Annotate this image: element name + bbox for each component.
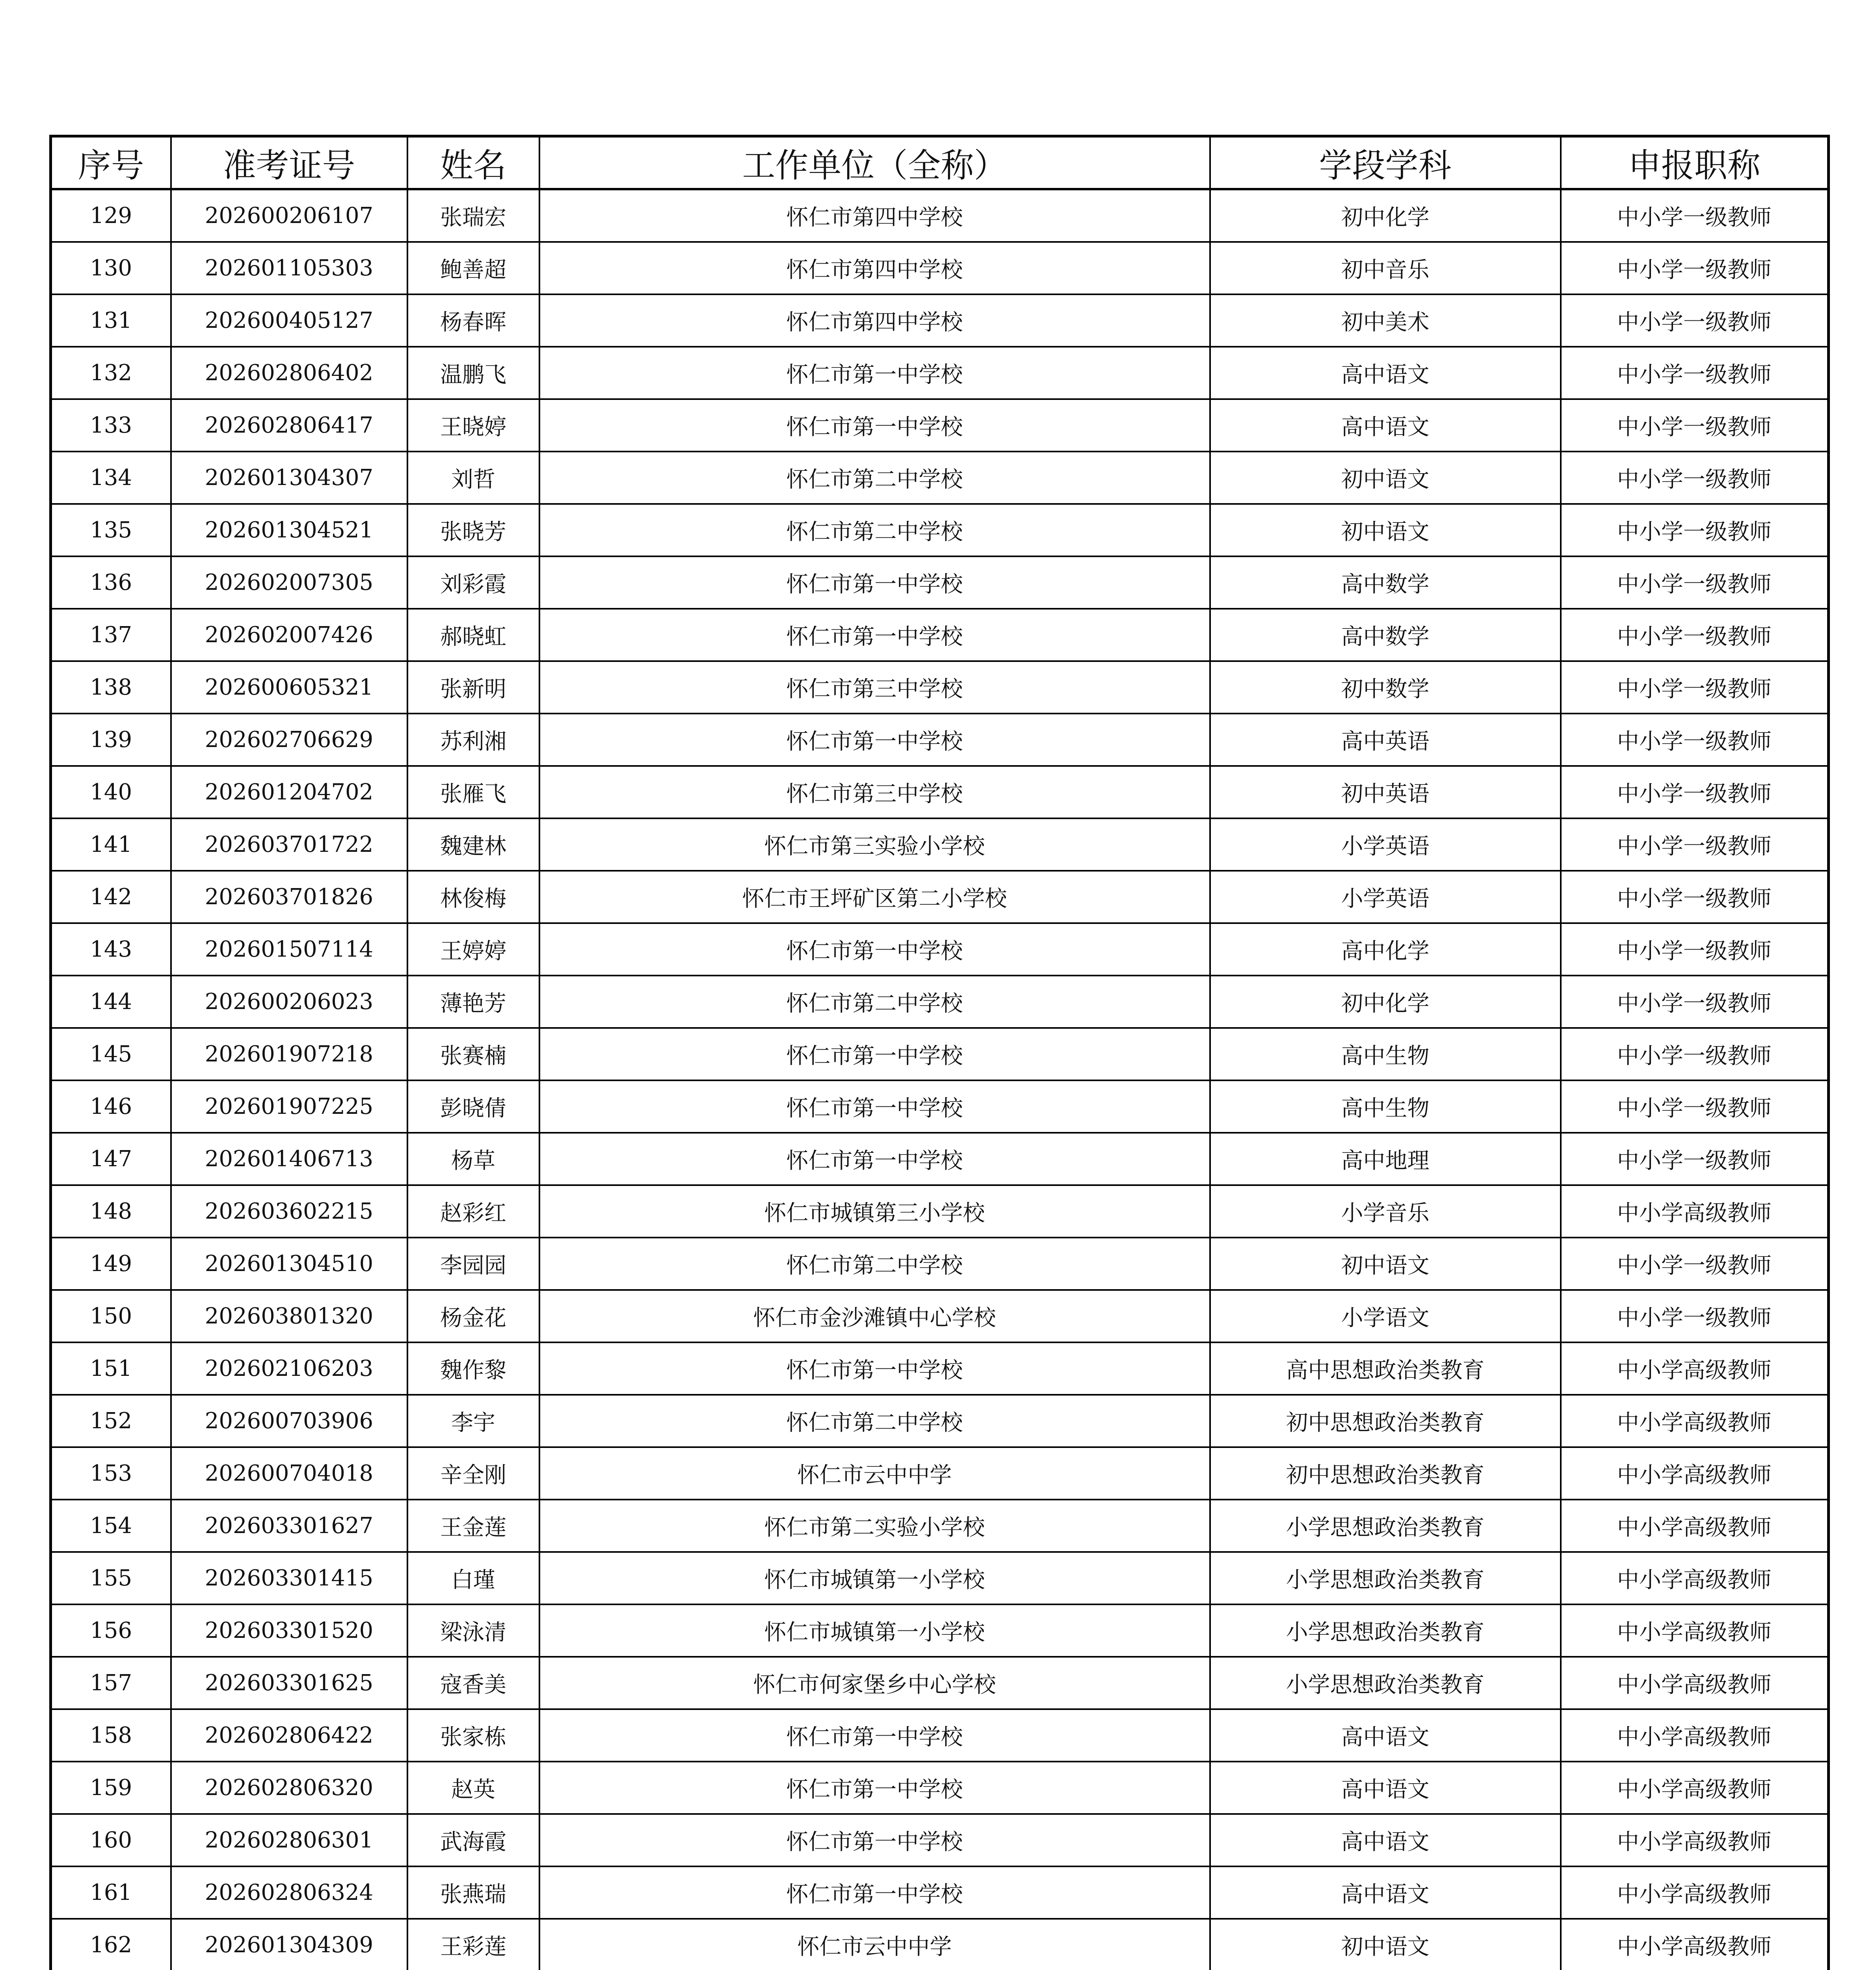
header-index: 序号 — [51, 136, 171, 190]
cell-work-unit: 怀仁市第二实验小学校 — [539, 1500, 1210, 1552]
cell-exam-number: 202601304309 — [171, 1919, 407, 1970]
cell-exam-number: 202601907218 — [171, 1028, 407, 1080]
cell-stage-subject: 高中语文 — [1210, 347, 1561, 399]
cell-exam-number: 202603301520 — [171, 1604, 407, 1657]
cell-name: 张瑞宏 — [407, 189, 539, 242]
cell-index: 142 — [51, 871, 171, 923]
cell-stage-subject: 高中语文 — [1210, 1866, 1561, 1919]
cell-work-unit: 怀仁市第一中学校 — [539, 923, 1210, 976]
cell-exam-number: 202601907225 — [171, 1080, 407, 1133]
cell-stage-subject: 初中语文 — [1210, 452, 1561, 504]
table-row — [51, 1238, 1829, 1290]
cell-work-unit: 怀仁市第一中学校 — [539, 1762, 1210, 1814]
cell-stage-subject: 小学思想政治类教育 — [1210, 1657, 1561, 1709]
table-row — [51, 189, 1829, 242]
table-header — [51, 136, 1829, 190]
cell-stage-subject: 小学思想政治类教育 — [1210, 1604, 1561, 1657]
cell-index: 156 — [51, 1604, 171, 1657]
table-row — [51, 871, 1829, 923]
cell-stage-subject: 初中思想政治类教育 — [1210, 1447, 1561, 1500]
cell-title-applied: 中小学一级教师 — [1561, 818, 1829, 871]
table-row — [51, 1133, 1829, 1185]
cell-name: 彭晓倩 — [407, 1080, 539, 1133]
cell-stage-subject: 初中语文 — [1210, 1919, 1561, 1970]
cell-title-applied: 中小学高级教师 — [1561, 1657, 1829, 1709]
cell-index: 139 — [51, 714, 171, 766]
table-row — [51, 1185, 1829, 1238]
table-row — [51, 1080, 1829, 1133]
table-row — [51, 556, 1829, 609]
cell-exam-number: 202603701722 — [171, 818, 407, 871]
cell-exam-number: 202603701826 — [171, 871, 407, 923]
cell-stage-subject: 高中英语 — [1210, 714, 1561, 766]
cell-stage-subject: 初中化学 — [1210, 189, 1561, 242]
cell-name: 辛全刚 — [407, 1447, 539, 1500]
cell-stage-subject: 小学英语 — [1210, 818, 1561, 871]
table-row — [51, 1290, 1829, 1342]
table-row — [51, 1919, 1829, 1970]
cell-work-unit: 怀仁市城镇第一小学校 — [539, 1604, 1210, 1657]
cell-stage-subject: 初中英语 — [1210, 766, 1561, 818]
cell-stage-subject: 初中思想政治类教育 — [1210, 1395, 1561, 1447]
cell-title-applied: 中小学高级教师 — [1561, 1447, 1829, 1500]
cell-name: 杨春晖 — [407, 294, 539, 347]
table-row — [51, 976, 1829, 1028]
cell-name: 苏利湘 — [407, 714, 539, 766]
table-row — [51, 714, 1829, 766]
cell-name: 张晓芳 — [407, 504, 539, 556]
table-row — [51, 661, 1829, 714]
cell-exam-number: 202600206107 — [171, 189, 407, 242]
table-row — [51, 1028, 1829, 1080]
cell-exam-number: 202602007426 — [171, 609, 407, 661]
cell-index: 131 — [51, 294, 171, 347]
table-row — [51, 1604, 1829, 1657]
cell-exam-number: 202602806402 — [171, 347, 407, 399]
table-row — [51, 1762, 1829, 1814]
cell-index: 129 — [51, 189, 171, 242]
cell-work-unit: 怀仁市第四中学校 — [539, 189, 1210, 242]
cell-name: 刘哲 — [407, 452, 539, 504]
cell-exam-number: 202600206023 — [171, 976, 407, 1028]
cell-exam-number: 202601304510 — [171, 1238, 407, 1290]
cell-exam-number: 202600703906 — [171, 1395, 407, 1447]
cell-name: 白瑾 — [407, 1552, 539, 1604]
cell-name: 王彩莲 — [407, 1919, 539, 1970]
cell-exam-number: 202602806301 — [171, 1814, 407, 1866]
cell-work-unit: 怀仁市第二中学校 — [539, 504, 1210, 556]
cell-work-unit: 怀仁市第二中学校 — [539, 976, 1210, 1028]
roster-table — [49, 135, 1830, 1970]
table-row — [51, 1447, 1829, 1500]
cell-title-applied: 中小学一级教师 — [1561, 504, 1829, 556]
cell-title-applied: 中小学高级教师 — [1561, 1604, 1829, 1657]
table-row — [51, 923, 1829, 976]
cell-title-applied: 中小学一级教师 — [1561, 452, 1829, 504]
cell-index: 152 — [51, 1395, 171, 1447]
cell-exam-number: 202603602215 — [171, 1185, 407, 1238]
table-row — [51, 242, 1829, 294]
cell-work-unit: 怀仁市第二中学校 — [539, 1238, 1210, 1290]
cell-stage-subject: 高中地理 — [1210, 1133, 1561, 1185]
cell-exam-number: 202602806417 — [171, 399, 407, 452]
cell-index: 147 — [51, 1133, 171, 1185]
cell-work-unit: 怀仁市第一中学校 — [539, 1080, 1210, 1133]
cell-exam-number: 202601204702 — [171, 766, 407, 818]
cell-title-applied: 中小学高级教师 — [1561, 1552, 1829, 1604]
cell-stage-subject: 小学音乐 — [1210, 1185, 1561, 1238]
cell-work-unit: 怀仁市第三中学校 — [539, 661, 1210, 714]
cell-stage-subject: 小学思想政治类教育 — [1210, 1500, 1561, 1552]
table-row — [51, 399, 1829, 452]
cell-exam-number: 202602106203 — [171, 1342, 407, 1395]
cell-index: 133 — [51, 399, 171, 452]
cell-work-unit: 怀仁市第一中学校 — [539, 1342, 1210, 1395]
cell-name: 魏建林 — [407, 818, 539, 871]
cell-index: 161 — [51, 1866, 171, 1919]
cell-exam-number: 202601406713 — [171, 1133, 407, 1185]
table-row — [51, 1395, 1829, 1447]
cell-stage-subject: 小学英语 — [1210, 871, 1561, 923]
cell-stage-subject: 初中化学 — [1210, 976, 1561, 1028]
table-row — [51, 609, 1829, 661]
cell-stage-subject: 高中数学 — [1210, 609, 1561, 661]
cell-work-unit: 怀仁市第一中学校 — [539, 714, 1210, 766]
cell-stage-subject: 高中语文 — [1210, 399, 1561, 452]
cell-name: 杨金花 — [407, 1290, 539, 1342]
table-row — [51, 818, 1829, 871]
cell-title-applied: 中小学一级教师 — [1561, 242, 1829, 294]
cell-title-applied: 中小学高级教师 — [1561, 1500, 1829, 1552]
cell-exam-number: 202600704018 — [171, 1447, 407, 1500]
cell-name: 寇香美 — [407, 1657, 539, 1709]
cell-title-applied: 中小学高级教师 — [1561, 1919, 1829, 1970]
cell-name: 张家栋 — [407, 1709, 539, 1762]
cell-name: 武海霞 — [407, 1814, 539, 1866]
cell-exam-number: 202603301625 — [171, 1657, 407, 1709]
cell-name: 薄艳芳 — [407, 976, 539, 1028]
cell-title-applied: 中小学高级教师 — [1561, 1185, 1829, 1238]
cell-stage-subject: 初中语文 — [1210, 1238, 1561, 1290]
cell-work-unit: 怀仁市王坪矿区第二小学校 — [539, 871, 1210, 923]
cell-title-applied: 中小学一级教师 — [1561, 766, 1829, 818]
cell-exam-number: 202602706629 — [171, 714, 407, 766]
cell-name: 鲍善超 — [407, 242, 539, 294]
cell-name: 李宇 — [407, 1395, 539, 1447]
cell-stage-subject: 高中化学 — [1210, 923, 1561, 976]
cell-stage-subject: 小学语文 — [1210, 1290, 1561, 1342]
table-row — [51, 504, 1829, 556]
cell-work-unit: 怀仁市第一中学校 — [539, 1866, 1210, 1919]
cell-work-unit: 怀仁市第一中学校 — [539, 1814, 1210, 1866]
cell-index: 135 — [51, 504, 171, 556]
cell-stage-subject: 高中语文 — [1210, 1814, 1561, 1866]
table-row — [51, 1500, 1829, 1552]
cell-work-unit: 怀仁市云中中学 — [539, 1919, 1210, 1970]
cell-stage-subject: 初中数学 — [1210, 661, 1561, 714]
cell-index: 162 — [51, 1919, 171, 1970]
cell-work-unit: 怀仁市何家堡乡中心学校 — [539, 1657, 1210, 1709]
cell-exam-number: 202603801320 — [171, 1290, 407, 1342]
cell-title-applied: 中小学一级教师 — [1561, 1080, 1829, 1133]
cell-stage-subject: 高中生物 — [1210, 1028, 1561, 1080]
cell-title-applied: 中小学高级教师 — [1561, 1866, 1829, 1919]
cell-index: 151 — [51, 1342, 171, 1395]
table-row — [51, 294, 1829, 347]
cell-work-unit: 怀仁市第一中学校 — [539, 1133, 1210, 1185]
cell-name: 赵彩红 — [407, 1185, 539, 1238]
header-name: 姓名 — [407, 136, 539, 190]
cell-title-applied: 中小学一级教师 — [1561, 609, 1829, 661]
cell-index: 144 — [51, 976, 171, 1028]
cell-index: 149 — [51, 1238, 171, 1290]
cell-exam-number: 202600605321 — [171, 661, 407, 714]
cell-title-applied: 中小学一级教师 — [1561, 556, 1829, 609]
cell-title-applied: 中小学一级教师 — [1561, 1238, 1829, 1290]
cell-title-applied: 中小学高级教师 — [1561, 1762, 1829, 1814]
cell-title-applied: 中小学一级教师 — [1561, 871, 1829, 923]
cell-stage-subject: 高中数学 — [1210, 556, 1561, 609]
cell-index: 141 — [51, 818, 171, 871]
cell-title-applied: 中小学高级教师 — [1561, 1709, 1829, 1762]
header-exam-number: 准考证号 — [171, 136, 407, 190]
cell-title-applied: 中小学一级教师 — [1561, 399, 1829, 452]
cell-name: 林俊梅 — [407, 871, 539, 923]
cell-index: 143 — [51, 923, 171, 976]
cell-exam-number: 202601105303 — [171, 242, 407, 294]
cell-index: 150 — [51, 1290, 171, 1342]
cell-index: 159 — [51, 1762, 171, 1814]
table-row — [51, 1552, 1829, 1604]
table-row — [51, 1657, 1829, 1709]
table-body — [51, 189, 1829, 1970]
cell-work-unit: 怀仁市第三中学校 — [539, 766, 1210, 818]
cell-title-applied: 中小学一级教师 — [1561, 189, 1829, 242]
cell-title-applied: 中小学高级教师 — [1561, 1395, 1829, 1447]
cell-stage-subject: 初中语文 — [1210, 504, 1561, 556]
header-row — [51, 136, 1829, 190]
cell-exam-number: 202601304307 — [171, 452, 407, 504]
cell-work-unit: 怀仁市第一中学校 — [539, 399, 1210, 452]
cell-work-unit: 怀仁市第一中学校 — [539, 1709, 1210, 1762]
cell-work-unit: 怀仁市第一中学校 — [539, 1028, 1210, 1080]
cell-title-applied: 中小学一级教师 — [1561, 1133, 1829, 1185]
table-row — [51, 1709, 1829, 1762]
cell-exam-number: 202603301627 — [171, 1500, 407, 1552]
cell-title-applied: 中小学一级教师 — [1561, 1290, 1829, 1342]
cell-exam-number: 202601507114 — [171, 923, 407, 976]
cell-name: 刘彩霞 — [407, 556, 539, 609]
cell-index: 137 — [51, 609, 171, 661]
cell-index: 148 — [51, 1185, 171, 1238]
cell-work-unit: 怀仁市第三实验小学校 — [539, 818, 1210, 871]
cell-index: 155 — [51, 1552, 171, 1604]
cell-work-unit: 怀仁市第一中学校 — [539, 609, 1210, 661]
cell-title-applied: 中小学一级教师 — [1561, 294, 1829, 347]
cell-index: 157 — [51, 1657, 171, 1709]
cell-exam-number: 202601304521 — [171, 504, 407, 556]
cell-title-applied: 中小学一级教师 — [1561, 714, 1829, 766]
cell-name: 杨草 — [407, 1133, 539, 1185]
cell-name: 王晓婷 — [407, 399, 539, 452]
table-row — [51, 1814, 1829, 1866]
header-title-applied: 申报职称 — [1561, 136, 1829, 190]
cell-stage-subject: 初中音乐 — [1210, 242, 1561, 294]
cell-work-unit: 怀仁市第一中学校 — [539, 347, 1210, 399]
cell-work-unit: 怀仁市第四中学校 — [539, 294, 1210, 347]
cell-stage-subject: 初中美术 — [1210, 294, 1561, 347]
cell-title-applied: 中小学一级教师 — [1561, 923, 1829, 976]
cell-exam-number: 202602806324 — [171, 1866, 407, 1919]
cell-title-applied: 中小学高级教师 — [1561, 1814, 1829, 1866]
cell-title-applied: 中小学一级教师 — [1561, 1028, 1829, 1080]
cell-index: 160 — [51, 1814, 171, 1866]
cell-work-unit: 怀仁市第四中学校 — [539, 242, 1210, 294]
cell-work-unit: 怀仁市第二中学校 — [539, 452, 1210, 504]
table-row — [51, 347, 1829, 399]
cell-name: 梁泳清 — [407, 1604, 539, 1657]
cell-name: 魏作黎 — [407, 1342, 539, 1395]
roster-sheet — [49, 135, 1827, 1970]
cell-title-applied: 中小学一级教师 — [1561, 347, 1829, 399]
cell-name: 李园园 — [407, 1238, 539, 1290]
cell-name: 赵英 — [407, 1762, 539, 1814]
cell-index: 130 — [51, 242, 171, 294]
cell-exam-number: 202600405127 — [171, 294, 407, 347]
cell-work-unit: 怀仁市金沙滩镇中心学校 — [539, 1290, 1210, 1342]
cell-exam-number: 202602806422 — [171, 1709, 407, 1762]
cell-index: 153 — [51, 1447, 171, 1500]
table-row — [51, 766, 1829, 818]
table-row — [51, 1342, 1829, 1395]
cell-work-unit: 怀仁市城镇第一小学校 — [539, 1552, 1210, 1604]
cell-name: 张赛楠 — [407, 1028, 539, 1080]
header-work-unit: 工作单位（全称） — [539, 136, 1210, 190]
cell-work-unit: 怀仁市云中中学 — [539, 1447, 1210, 1500]
cell-index: 134 — [51, 452, 171, 504]
cell-name: 王婷婷 — [407, 923, 539, 976]
cell-name: 张燕瑞 — [407, 1866, 539, 1919]
cell-stage-subject: 高中生物 — [1210, 1080, 1561, 1133]
cell-title-applied: 中小学高级教师 — [1561, 1342, 1829, 1395]
cell-stage-subject: 高中语文 — [1210, 1709, 1561, 1762]
cell-index: 145 — [51, 1028, 171, 1080]
cell-exam-number: 202602007305 — [171, 556, 407, 609]
table-row — [51, 452, 1829, 504]
cell-stage-subject: 高中语文 — [1210, 1762, 1561, 1814]
cell-work-unit: 怀仁市城镇第三小学校 — [539, 1185, 1210, 1238]
cell-name: 张雁飞 — [407, 766, 539, 818]
cell-exam-number: 202603301415 — [171, 1552, 407, 1604]
cell-exam-number: 202602806320 — [171, 1762, 407, 1814]
cell-index: 154 — [51, 1500, 171, 1552]
cell-stage-subject: 高中思想政治类教育 — [1210, 1342, 1561, 1395]
cell-work-unit: 怀仁市第一中学校 — [539, 556, 1210, 609]
cell-name: 温鹏飞 — [407, 347, 539, 399]
table-row — [51, 1866, 1829, 1919]
cell-name: 郝晓虹 — [407, 609, 539, 661]
cell-index: 132 — [51, 347, 171, 399]
header-stage-subject: 学段学科 — [1210, 136, 1561, 190]
cell-name: 张新明 — [407, 661, 539, 714]
cell-title-applied: 中小学一级教师 — [1561, 661, 1829, 714]
cell-index: 140 — [51, 766, 171, 818]
cell-title-applied: 中小学一级教师 — [1561, 976, 1829, 1028]
cell-index: 146 — [51, 1080, 171, 1133]
cell-name: 王金莲 — [407, 1500, 539, 1552]
cell-index: 158 — [51, 1709, 171, 1762]
cell-index: 138 — [51, 661, 171, 714]
cell-stage-subject: 小学思想政治类教育 — [1210, 1552, 1561, 1604]
cell-index: 136 — [51, 556, 171, 609]
cell-work-unit: 怀仁市第二中学校 — [539, 1395, 1210, 1447]
